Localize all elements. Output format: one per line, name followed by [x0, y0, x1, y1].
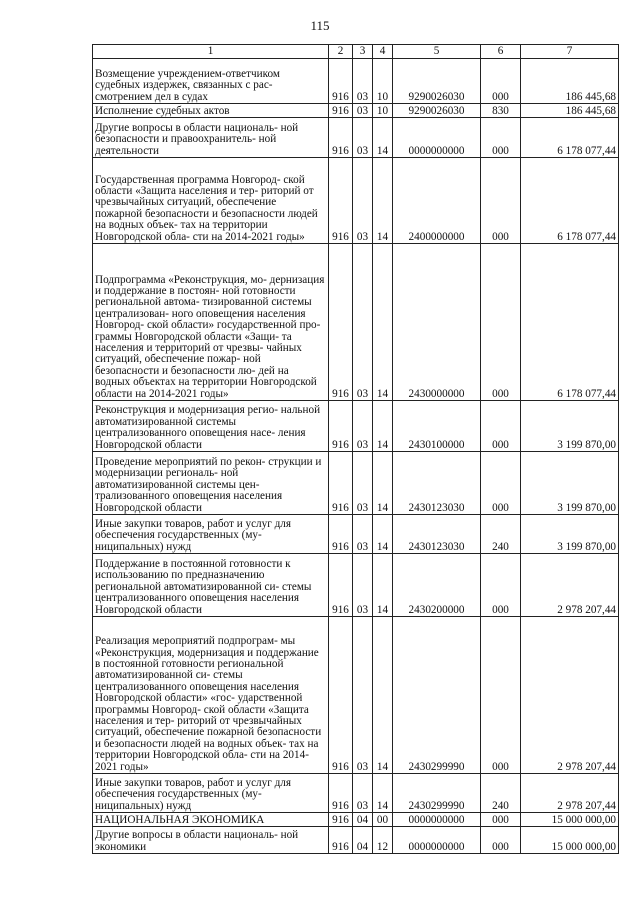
column-header: 6 [481, 45, 521, 59]
row-name: Иные закупки товаров, работ и услуг для обеспечения государственных (му- ниципальных) нужд [93, 774, 329, 813]
cell-expense-type: 000 [481, 244, 521, 401]
cell-subsection: 10 [373, 104, 393, 118]
page-number: 115 [310, 18, 330, 33]
row-name: Иные закупки товаров, работ и услуг для обеспечения государственных (му- ниципальных) нужд [93, 515, 329, 554]
table-row [93, 617, 619, 774]
cell-target-article: 0000000000 [393, 118, 481, 158]
cell-subsection: 14 [373, 244, 393, 401]
cell-amount: 6 178 077,44 [521, 118, 619, 158]
cell-section: 03 [353, 617, 373, 774]
cell-subsection: 12 [373, 827, 393, 854]
cell-ministry: 916 [329, 118, 353, 158]
table-row [93, 118, 619, 158]
column-header: 5 [393, 45, 481, 59]
cell-expense-type: 000 [481, 617, 521, 774]
cell-target-article: 2400000000 [393, 158, 481, 244]
table-row [93, 158, 619, 244]
cell-amount: 2 978 207,44 [521, 774, 619, 813]
cell-ministry: 916 [329, 515, 353, 554]
budget-table [92, 44, 619, 854]
cell-section: 03 [353, 59, 373, 104]
cell-expense-type: 000 [481, 401, 521, 452]
row-name: Подпрограмма «Реконструкция, мо- дернизация и поддержание в постоян- ной готовности региональной автома- тизированной системы централизован- ного оповещения населения Новгород- ской области» государственной про- граммы Новгородской области «Защи- та населения и территорий от чрезвы- чайных ситуаций, обеспечение пожар- ной безопасности и безопасности лю- дей на водных объектах на территории Новгородской области на 2014-2021 годы» [93, 244, 329, 401]
cell-amount: 186 445,68 [521, 104, 619, 118]
row-name: Проведение мероприятий по рекон- струкции и модернизации региональ- ной автоматизированной системы цен- трализованного оповещения населения Новгородской области [93, 452, 329, 515]
cell-subsection: 14 [373, 617, 393, 774]
cell-subsection: 14 [373, 158, 393, 244]
table-header-row [93, 45, 619, 59]
cell-amount: 15 000 000,00 [521, 813, 619, 827]
cell-target-article: 2430100000 [393, 401, 481, 452]
cell-subsection: 10 [373, 59, 393, 104]
cell-subsection: 00 [373, 813, 393, 827]
cell-section: 03 [353, 118, 373, 158]
table-row [93, 554, 619, 617]
cell-amount: 186 445,68 [521, 59, 619, 104]
cell-amount: 15 000 000,00 [521, 827, 619, 854]
cell-section: 03 [353, 452, 373, 515]
cell-expense-type: 240 [481, 774, 521, 813]
cell-ministry: 916 [329, 452, 353, 515]
column-header: 4 [373, 45, 393, 59]
cell-amount: 3 199 870,00 [521, 401, 619, 452]
cell-target-article: 0000000000 [393, 813, 481, 827]
cell-ministry: 916 [329, 244, 353, 401]
cell-section: 03 [353, 244, 373, 401]
table-row [93, 452, 619, 515]
cell-expense-type: 000 [481, 118, 521, 158]
cell-ministry: 916 [329, 554, 353, 617]
row-name: Другие вопросы в области националь- ной экономики [93, 827, 329, 854]
row-name: Государственная программа Новгород- ской области «Защита населения и тер- риторий от чрезвычайных ситуаций, обеспечение пожарной безопасности и безопасности людей на водных объек- тах на территории Новгородской обла- сти на 2014-2021 годы» [93, 158, 329, 244]
cell-subsection: 14 [373, 118, 393, 158]
row-name: НАЦИОНАЛЬНАЯ ЭКОНОМИКА [93, 813, 329, 827]
cell-target-article: 2430123030 [393, 515, 481, 554]
cell-section: 03 [353, 554, 373, 617]
cell-expense-type: 830 [481, 104, 521, 118]
cell-ministry: 916 [329, 158, 353, 244]
cell-expense-type: 240 [481, 515, 521, 554]
cell-amount: 6 178 077,44 [521, 244, 619, 401]
cell-section: 04 [353, 813, 373, 827]
cell-target-article: 9290026030 [393, 59, 481, 104]
cell-section: 03 [353, 515, 373, 554]
cell-target-article: 2430299990 [393, 617, 481, 774]
table-row [93, 104, 619, 118]
table-row [93, 401, 619, 452]
cell-target-article: 0000000000 [393, 827, 481, 854]
row-name: Другие вопросы в области националь- ной безопасности и правоохранитель- ной деятельности [93, 118, 329, 158]
table-row [93, 813, 619, 827]
row-name: Исполнение судебных актов [93, 104, 329, 118]
cell-expense-type: 000 [481, 158, 521, 244]
cell-target-article: 2430200000 [393, 554, 481, 617]
cell-expense-type: 000 [481, 827, 521, 854]
cell-target-article: 9290026030 [393, 104, 481, 118]
cell-ministry: 916 [329, 827, 353, 854]
table-row [93, 244, 619, 401]
cell-subsection: 14 [373, 401, 393, 452]
cell-target-article: 2430299990 [393, 774, 481, 813]
column-header: 3 [353, 45, 373, 59]
table-row [93, 827, 619, 854]
cell-amount: 3 199 870,00 [521, 515, 619, 554]
cell-ministry: 916 [329, 774, 353, 813]
cell-ministry: 916 [329, 104, 353, 118]
column-header: 7 [521, 45, 619, 59]
cell-expense-type: 000 [481, 59, 521, 104]
cell-ministry: 916 [329, 401, 353, 452]
cell-expense-type: 000 [481, 554, 521, 617]
cell-subsection: 14 [373, 515, 393, 554]
cell-expense-type: 000 [481, 452, 521, 515]
row-name: Реконструкция и модернизация регио- нальной автоматизированной системы централизованного оповещения насе- ления Новгородской области [93, 401, 329, 452]
cell-section: 03 [353, 401, 373, 452]
table-row [93, 515, 619, 554]
cell-section: 04 [353, 827, 373, 854]
cell-ministry: 916 [329, 617, 353, 774]
cell-amount: 2 978 207,44 [521, 554, 619, 617]
column-header: 1 [93, 45, 329, 59]
cell-amount: 3 199 870,00 [521, 452, 619, 515]
cell-target-article: 2430000000 [393, 244, 481, 401]
cell-subsection: 14 [373, 452, 393, 515]
column-header: 2 [329, 45, 353, 59]
row-name: Реализация мероприятий подпрограм- мы «Реконструкция, модернизация и поддержание в постоянной готовности региональной автоматизированной си- стемы централизованного оповещения населения Новгородской области» «гос- ударственной программы Новгород- ской области «Защита населения и тер- риторий от чрезвычайных ситуаций, обеспечение пожарной безопасности и безопасности людей на водных объек- тах на территории Новгородской обла- сти на 2014-2021 годы» [93, 617, 329, 774]
table-row [93, 59, 619, 104]
cell-section: 03 [353, 158, 373, 244]
cell-subsection: 14 [373, 554, 393, 617]
cell-target-article: 2430123030 [393, 452, 481, 515]
cell-section: 03 [353, 774, 373, 813]
row-name: Возмещение учреждением-ответчиком судебных издержек, связанных с рас- смотрением дел в судах [93, 59, 329, 104]
cell-section: 03 [353, 104, 373, 118]
cell-subsection: 14 [373, 774, 393, 813]
row-name: Поддержание в постоянной готовности к использованию по предназначению региональной автоматизированной си- стемы централизованного оповещения населения Новгородской области [93, 554, 329, 617]
cell-ministry: 916 [329, 813, 353, 827]
cell-amount: 6 178 077,44 [521, 158, 619, 244]
table-row [93, 774, 619, 813]
cell-amount: 2 978 207,44 [521, 617, 619, 774]
cell-expense-type: 000 [481, 813, 521, 827]
cell-ministry: 916 [329, 59, 353, 104]
